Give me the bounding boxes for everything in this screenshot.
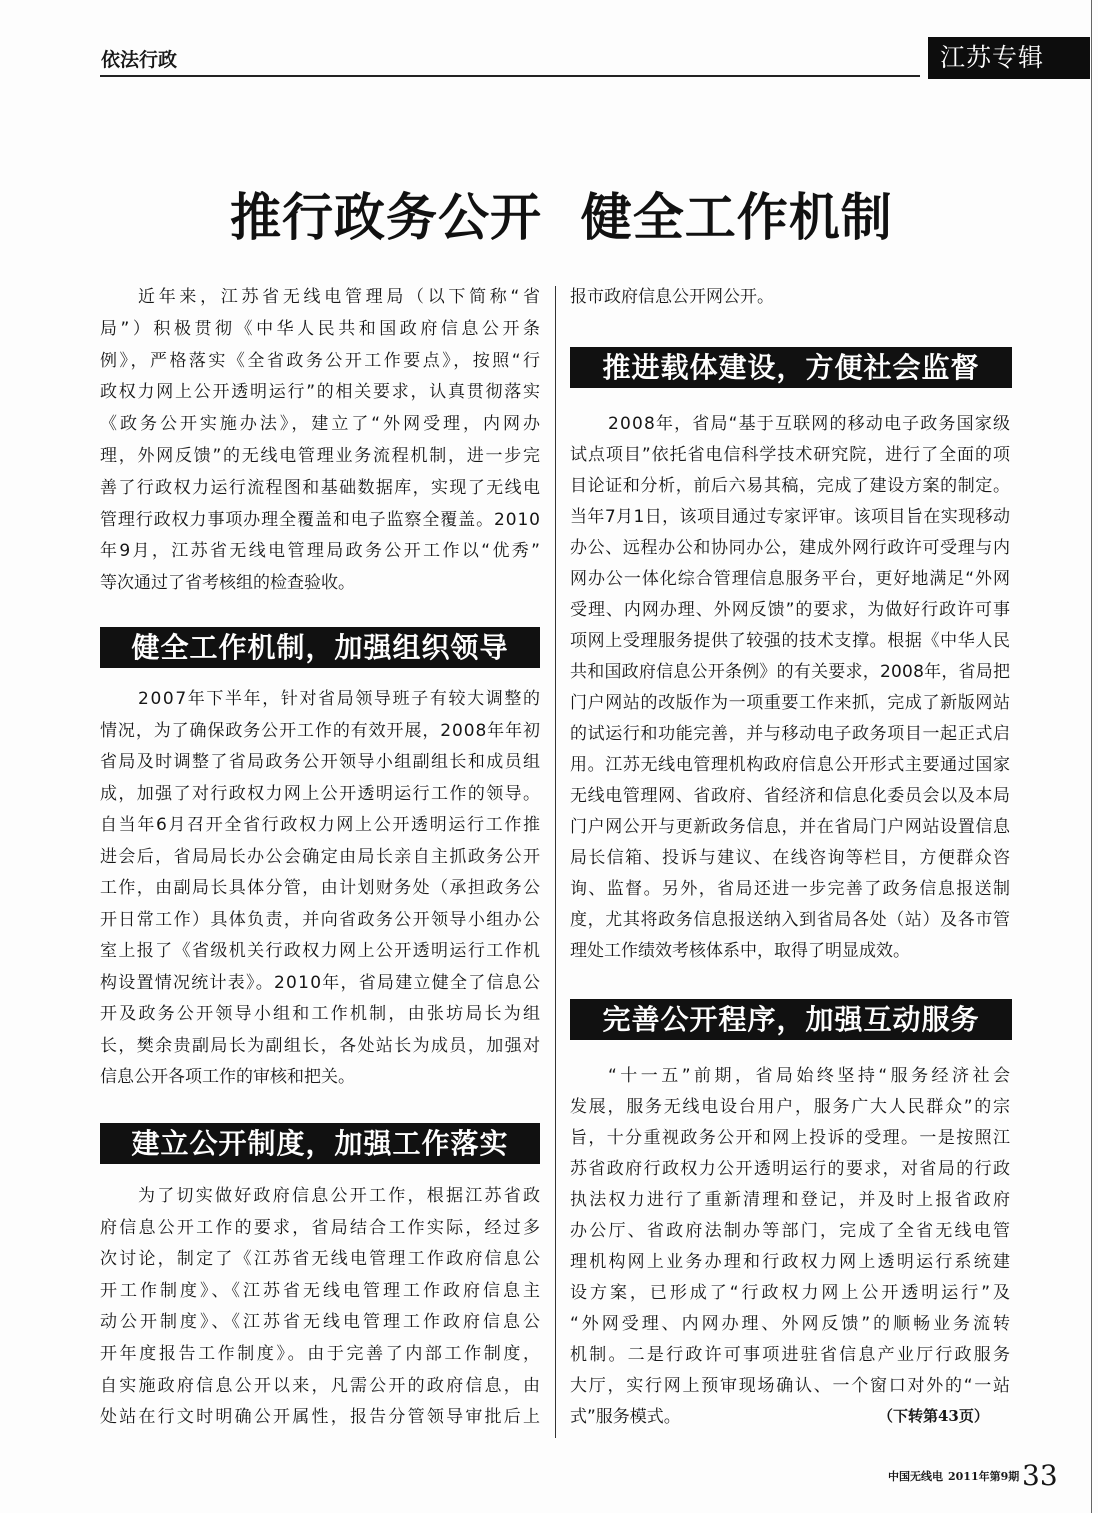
text-line: 报市政府信息公开网公开。 (570, 287, 774, 307)
text-line: 动公开制度》、《江苏省无线电管理工作政府信息公 (100, 1312, 543, 1333)
text-line: 无线电管理网、省政府、省经济和信息化委员会以及本局 (570, 785, 1011, 806)
text-line: 发展，服务无线电设台用户，服务广大人民群众”的宗 (570, 1096, 1012, 1117)
text-line: 例》，严格落实《全省政务公开工作要点》，按照“行 (100, 350, 543, 371)
magazine-name: 中国无线电 (888, 1470, 943, 1483)
text-line: 目论证和分析，前后六易其稿，完成了建设方案的制定。 (570, 475, 1011, 496)
text-line: 构设置情况统计表》。2010年，省局建立健全了信息公 (100, 972, 542, 993)
page-edge-line (1091, 0, 1092, 1513)
text-line: 局”）积极贯彻《中华人民共和国政府信息公开条 (100, 318, 544, 339)
section-heading-1: 健全工作机制，加强组织领导 (100, 627, 540, 668)
text-line: 2007年下半年，针对省局领导班子有较大调整的 (138, 689, 542, 709)
text-line: 工作，由副局长具体分管，由计划财务处（承担政务公 (100, 878, 542, 898)
text-line: 府信息公开工作的要求，省局结合工作实际，经过多 (100, 1217, 543, 1238)
text-line: 式”服务模式。 (570, 1406, 681, 1427)
text-line: 局长信箱、投诉与建议、在线咨询等栏目，方便群众咨 (570, 847, 1012, 868)
continued-note: （下转第43页） (878, 1407, 989, 1425)
text-line: 为了切实做好政府信息公开工作，根据江苏省政 (138, 1186, 543, 1206)
text-line: 等次通过了省考核组的检查验收。 (100, 573, 355, 594)
text-line: 询、监督。另外，省局还进一步完善了政务信息报送制 (570, 878, 1012, 899)
text-line: 门户网公开与更新政务信息，并在省局门户网站设置信息 (570, 816, 1011, 837)
text-line: 年9月，江苏省无线电管理局政务公开工作以“优秀” (100, 541, 543, 562)
text-line: “外网受理、内网办理、外网反馈”的顺畅业务流转 (570, 1313, 1013, 1334)
text-line: 信息公开各项工作的审核和把关。 (100, 1067, 355, 1087)
footer-publication (888, 1470, 1019, 1484)
text-line: 办公、远程办公和协同办公，建成外网行政许可受理与内 (570, 537, 1011, 558)
text-line: 长，樊余贵副局长为副组长，各处站长为成员，加强对 (100, 1035, 542, 1056)
text-line: 网办公一体化综合管理信息服务平台，更好地满足“外网 (570, 568, 1011, 589)
text-line: 项网上受理服务提供了较强的技术支撑。根据《中华人民 (570, 630, 1011, 651)
text-line: 《政务公开实施办法》，建立了“外网受理，内网办 (100, 414, 543, 435)
text-line: 大厅，实行网上预审现场确认、一个窗口对外的“一站 (570, 1375, 1012, 1396)
text-line: 理处工作绩效考核体系中，取得了明显成效。 (570, 940, 910, 961)
text-line: 开年度报告工作制度》。由于完善了内部工作制度， (100, 1343, 543, 1364)
page-number: 33 (1022, 1459, 1058, 1492)
text-line: 办公厅、省政府法制办等部门，完成了全省无线电管 (570, 1220, 1013, 1241)
text-line: 共和国政府信息公开条例》的有关要求，2008年，省局把 (570, 661, 1011, 682)
text-line: 试点项目”依托省电信科学技术研究院，进行了全面的项 (570, 444, 1011, 465)
text-line: 理，外网反馈”的无线电管理业务流程机制，进一步完 (100, 445, 542, 466)
text-line: 处站在行文时明确公开属性，报告分管领导审批后上 (100, 1407, 543, 1428)
paragraph-section-4 (570, 1061, 1014, 1433)
paragraph-section-2-continued (570, 282, 1010, 314)
text-line: 执法权力进行了重新清理和登记，并及时上报省政府 (570, 1189, 1013, 1210)
issue-label: 2011年第9期 (948, 1470, 1020, 1483)
column-badge: 江苏专辑 (928, 37, 1090, 79)
text-line: 旨，十分重视政务公开和网上投诉的受理。一是按照江 (570, 1127, 1012, 1148)
text-line: 度，尤其将政务信息报送纳入到省局各处（站）及各市管 (570, 909, 1011, 930)
text-line: 情况，为了确保政务公开工作的有效开展，2008年年初 (100, 720, 541, 741)
text-line: 门户网站的改版作为一项重要工作来抓，完成了新版网站 (570, 692, 1011, 713)
text-line: 2008年，省局“基于互联网的移动电子政务国家级 (608, 413, 1012, 434)
text-line: 开日常工作）具体负责，并向省政务公开领导小组办公 (100, 909, 542, 930)
text-line: 次讨论，制定了《江苏省无线电管理工作政府信息公 (100, 1249, 543, 1270)
paragraph-section-2 (100, 1181, 543, 1434)
header-rule (100, 75, 920, 77)
text-line: 理机构网上业务办理和行政权力网上透明运行系统建 (570, 1251, 1013, 1272)
section-heading-4: 完善公开程序，加强互动服务 (570, 999, 1012, 1040)
section-heading-3: 推进载体建设，方便社会监督 (570, 347, 1012, 388)
text-line: 开工作制度》、《江苏省无线电管理工作政府信息主 (100, 1280, 543, 1301)
text-line: 进会后，省局局长办公会确定由局长亲自主抓政务公开 (100, 846, 542, 867)
text-line: 的试运行和功能完善，并与移动电子政务项目一起正式启 (570, 723, 1011, 744)
text-line: 当年7月1日，该项目通过专家评审。该项目旨在实现移动 (570, 506, 1011, 527)
column-divider (555, 286, 556, 1438)
text-line: 开及政务公开领导小组和工作机制，由张坊局长为组 (100, 1004, 543, 1024)
text-line: 自当年6月召开全省行政权力网上公开透明运行工作推 (100, 815, 542, 835)
text-line: 室上报了《省级机关行政权力网上公开透明运行工作机 (100, 941, 542, 961)
text-line: 用。江苏无线电管理机构政府信息公开形式主要通过国家 (570, 754, 1011, 775)
text-line: 管理行政权力事项办理全覆盖和电子监察全覆盖。2010 (100, 509, 541, 530)
text-line: 自实施政府信息公开以来，凡需公开的政府信息，由 (100, 1375, 543, 1396)
text-line: 善了行政权力运行流程图和基础数据库，实现了无线电 (100, 477, 542, 498)
text-line: 机制。二是行政许可事项进驻省信息产业厅行政服务 (570, 1344, 1013, 1365)
paragraph-section-1 (100, 684, 543, 1094)
paragraph-intro (100, 282, 544, 600)
text-line: 近年来，江苏省无线电管理局（以下简称“省 (138, 287, 544, 307)
article-title: 推行政务公开 健全工作机制 (230, 188, 893, 248)
text-line: 省局及时调整了省局政务公开领导小组副组长和成员组 (100, 752, 542, 772)
text-line: 受理、内网办理、外网反馈”的要求，为做好行政许可事 (570, 599, 1011, 620)
section-heading-2: 建立公开制度，加强工作落实 (100, 1123, 540, 1164)
text-line: 政权力网上公开透明运行”的相关要求，认真贯彻落实 (100, 382, 542, 403)
section-label: 依法行政 (101, 49, 178, 71)
text-line: 成，加强了对行政权力网上公开透明运行工作的领导。 (100, 783, 542, 804)
text-line: “十一五”前期，省局始终坚持“服务经济社会 (608, 1065, 1014, 1086)
text-line: 设方案，已形成了“行政权力网上公开透明运行”及 (570, 1282, 1013, 1303)
text-line: 苏省政府行政权力公开透明运行的要求，对省局的行政 (570, 1158, 1012, 1179)
paragraph-section-3 (570, 409, 1010, 967)
